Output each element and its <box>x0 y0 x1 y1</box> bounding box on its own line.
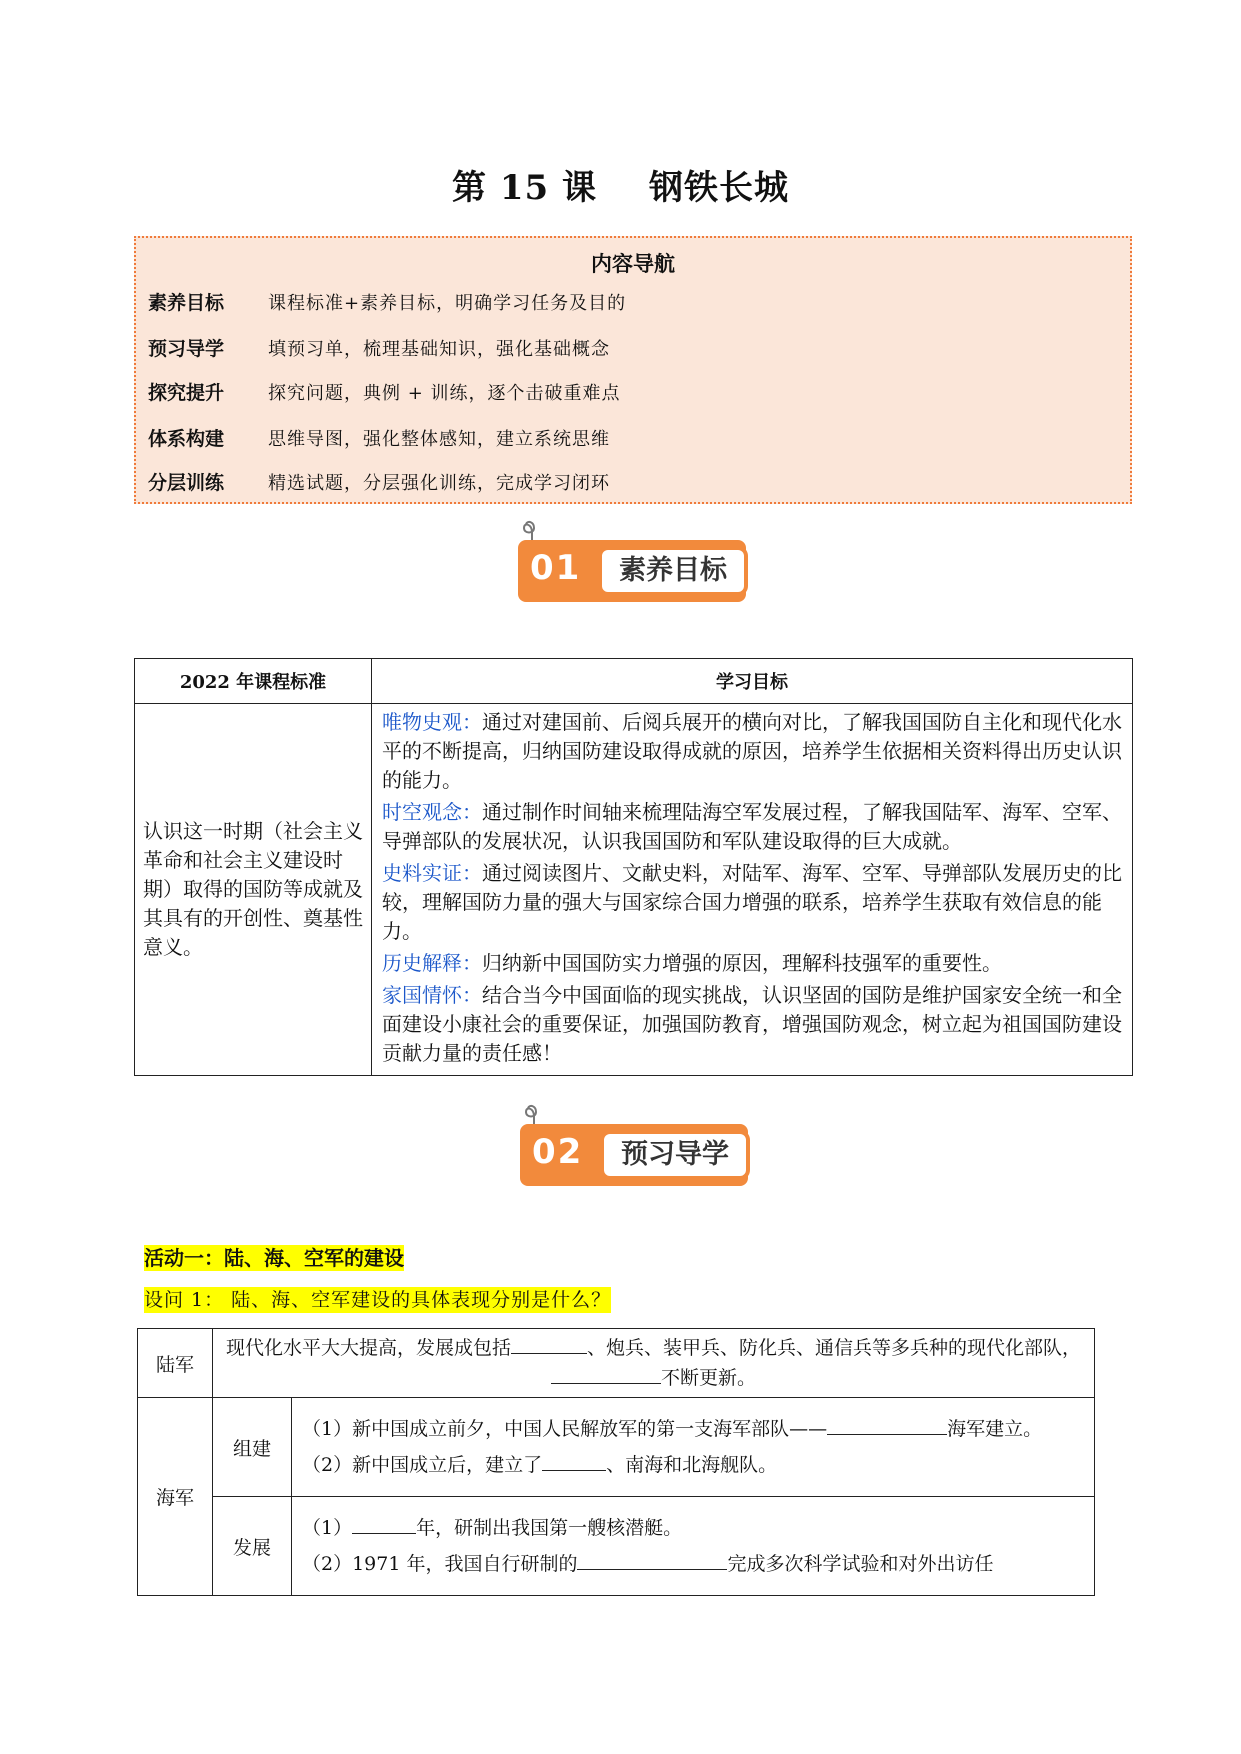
lesson-name: 钢铁长城 <box>649 168 789 208</box>
nav-row-1 <box>148 288 626 318</box>
section-number: 01 <box>530 548 582 588</box>
section-number: 02 <box>532 1132 584 1172</box>
objective-item: 历史解释：归纳新中国国防实力增强的原因，理解科技强军的重要性。 <box>382 951 1002 975</box>
nav-value: 课程标准+素养目标，明确学习任务及目的 <box>268 293 627 314</box>
objective-text: 通过阅读图片、文献史料，对陆军、海军、空军、导弹部队发展历史的比较，理解国防力量的强大与国家综合国力增强的联系，培养学生获取有效信息的能力。 <box>382 861 1122 943</box>
curriculum-standard: 认识这一时期（社会主义革命和社会主义建设时期）取得的国防等成就及其具有的开创性、奠基性意义。 <box>135 704 372 1076</box>
table-row-navy-build <box>138 1398 1095 1497</box>
nav-key: 分层训练 <box>148 472 225 494</box>
nav-heading: 内容导航 <box>591 252 675 276</box>
nav-row-2 <box>148 334 610 364</box>
objective-item: 家国情怀：结合当今中国面临的现实挑战，认识坚固的国防是维护国家安全统一和全面建设小康社会的重要保证，加强国防教育，增强国防观念，树立起为祖国国防建设贡献力量的责任感！ <box>382 983 1122 1065</box>
objective-key: 唯物史观 <box>382 710 462 734</box>
navy-dev-content: （1） 年，研制出我国第一艘核潜艇。 （2）1971 年，我国自行研制的 完成多次科学试验和对外出访任 <box>292 1497 1095 1596</box>
nav-key: 体系构建 <box>148 428 225 450</box>
nav-value: 思维导图，强化整体感知，建立系统思维 <box>268 429 610 450</box>
nav-value: 精选试题，分层强化训练，完成学习闭环 <box>268 473 610 494</box>
fill-in-table <box>137 1328 1095 1596</box>
objective-key: 历史解释 <box>382 951 462 975</box>
answer-blank[interactable] <box>577 1551 727 1570</box>
navy-dev-label: 发展 <box>213 1497 292 1596</box>
objective-text: 归纳新中国国防实力增强的原因，理解科技强军的重要性。 <box>482 951 1002 975</box>
page-title <box>0 160 1241 209</box>
nav-value: 探究问题，典例 + 训练，逐个击破重难点 <box>268 383 621 404</box>
army-label: 陆军 <box>138 1329 213 1398</box>
answer-blank[interactable] <box>542 1452 606 1471</box>
army-content: 现代化水平大大提高，发展成包括 、炮兵、装甲兵、防化兵、通信兵等多兵种的现代化部队，不断更新。 <box>213 1329 1095 1398</box>
navy-build-content: （1）新中国成立前夕，中国人民解放军的第一支海军部队—— 海军建立。 （2）新中国成立后，建立了 、南海和北海舰队。 <box>292 1398 1095 1497</box>
nav-row-3 <box>148 378 621 408</box>
header-objectives: 学习目标 <box>372 659 1133 704</box>
section-badge-01 <box>518 526 778 606</box>
nav-row-4 <box>148 424 610 454</box>
objective-key: 家国情怀 <box>382 983 462 1007</box>
navy-label: 海军 <box>138 1398 213 1596</box>
objective-key: 史料实证 <box>382 861 462 885</box>
header-standard: 2022 年课程标准 <box>135 659 372 704</box>
objective-item: 史料实证：通过阅读图片、文献史料，对陆军、海军、空军、导弹部队发展历史的比较，理解国防力量的强大与国家综合国力增强的联系，培养学生获取有效信息的能力。 <box>382 861 1122 943</box>
nav-row-5 <box>148 468 610 498</box>
lesson-number: 第 15 课 <box>452 168 597 208</box>
activity-title: 活动一：陆、海、空军的建设 <box>144 1246 404 1270</box>
nav-key: 探究提升 <box>148 382 225 404</box>
section-badge-02 <box>520 1110 780 1190</box>
objective-item: 唯物史观：通过对建国前、后阅兵展开的横向对比，了解我国国防自主化和现代化水平的不断提高，归纳国防建设取得成就的原因，培养学生依据相关资料得出历史认识的能力。 <box>382 710 1122 792</box>
section-label: 预习导学 <box>600 1130 750 1180</box>
nav-key: 素养目标 <box>148 292 225 314</box>
section-label: 素养目标 <box>598 546 748 596</box>
navy-build-label: 组建 <box>213 1398 292 1497</box>
answer-blank[interactable] <box>511 1335 587 1354</box>
content-navigation <box>134 236 1132 504</box>
objective-text: 结合当今中国面临的现实挑战，认识坚固的国防是维护国家安全统一和全面建设小康社会的重要保证，加强国防教育，增强国防观念，树立起为祖国国防建设贡献力量的责任感！ <box>382 983 1122 1065</box>
table-header-row <box>135 659 1133 704</box>
objective-item: 时空观念：通过制作时间轴来梳理陆海空军发展过程，了解我国陆军、海军、空军、导弹部队的发展状况，认识我国国防和军队建设取得的巨大成就。 <box>382 800 1122 853</box>
answer-blank[interactable] <box>352 1515 416 1534</box>
table-row-army <box>138 1329 1095 1398</box>
objectives-table <box>134 658 1133 1076</box>
table-row-navy-dev <box>138 1497 1095 1596</box>
question-prompt: 设问 1： 陆、海、空军建设的具体表现分别是什么？ <box>144 1289 612 1311</box>
answer-blank[interactable] <box>551 1365 661 1384</box>
objective-key: 时空观念 <box>382 800 462 824</box>
answer-blank[interactable] <box>827 1416 947 1435</box>
nav-key: 预习导学 <box>148 338 225 360</box>
nav-value: 填预习单，梳理基础知识，强化基础概念 <box>268 339 610 360</box>
table-row <box>135 704 1133 1076</box>
objective-text: 通过对建国前、后阅兵展开的横向对比，了解我国国防自主化和现代化水平的不断提高，归纳国防建设取得成就的原因，培养学生依据相关资料得出历史认识的能力。 <box>382 710 1122 792</box>
objective-text: 通过制作时间轴来梳理陆海空军发展过程，了解我国陆军、海军、空军、导弹部队的发展状况，认识我国国防和军队建设取得的巨大成就。 <box>382 800 1122 853</box>
objective-list <box>372 704 1133 1076</box>
